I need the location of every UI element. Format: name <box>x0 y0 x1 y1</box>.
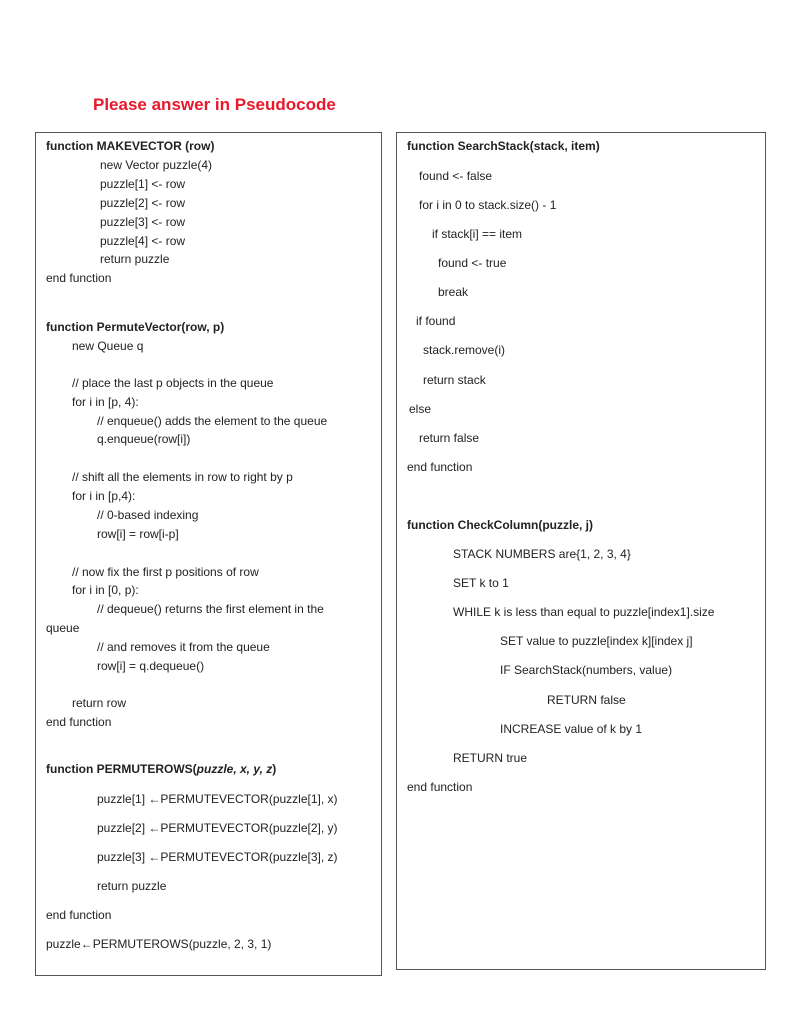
code-line: puzzle[3] <- row <box>100 215 186 229</box>
code-line: return puzzle <box>97 879 167 893</box>
code-line: q.enqueue(row[i]) <box>97 432 191 446</box>
code-comment: // dequeue() returns the first element in the <box>97 602 324 616</box>
code-line: row[i] = row[i-p] <box>97 527 179 541</box>
code-line: puzzle[2] ←PERMUTEVECTOR(puzzle[2], y) <box>97 821 338 835</box>
code-line: SET value to puzzle[index k][index j] <box>500 634 693 648</box>
code-line: new Vector puzzle(4) <box>100 158 213 172</box>
code-line: for i in [p, 4): <box>72 395 139 409</box>
code-line: if found <box>416 314 456 328</box>
code-line: INCREASE value of k by 1 <box>500 722 643 736</box>
code-line: return row <box>72 696 127 710</box>
checkcolumn-header: function CheckColumn(puzzle, j) <box>407 518 593 532</box>
code-line: if stack[i] == item <box>432 227 523 241</box>
code-line: for i in [0, p): <box>72 583 139 597</box>
makevector-header: function MAKEVECTOR (row) <box>46 139 215 153</box>
code-line: else <box>409 402 432 416</box>
searchstack-header: function SearchStack(stack, item) <box>407 139 600 153</box>
code-line: RETURN true <box>453 751 528 765</box>
code-line: puzzle[4] <- row <box>100 234 186 248</box>
page-title: Please answer in Pseudocode <box>93 95 336 114</box>
code-comment: // 0-based indexing <box>97 508 199 522</box>
searchstack-end: end function <box>407 460 473 474</box>
code-comment: queue <box>46 621 80 635</box>
left-code-panel <box>35 132 382 976</box>
code-comment: // shift all the elements in row to right by p <box>72 470 293 484</box>
code-line: new Queue q <box>72 339 144 353</box>
code-line: return false <box>419 431 480 445</box>
code-line: return stack <box>423 373 486 387</box>
code-line: puzzle[2] <- row <box>100 196 186 210</box>
permutevector-header: function PermuteVector(row, p) <box>46 320 225 334</box>
permuterows-call: puzzle←PERMUTEROWS(puzzle, 2, 3, 1) <box>46 937 272 951</box>
makevector-end: end function <box>46 271 112 285</box>
code-line: break <box>438 285 469 299</box>
code-line: RETURN false <box>547 693 626 707</box>
code-line: row[i] = q.dequeue() <box>97 659 205 673</box>
checkcolumn-end: end function <box>407 780 473 794</box>
permuterows-header: function PERMUTEROWS(puzzle, x, y, z) <box>46 762 277 776</box>
permutevector-end: end function <box>46 715 112 729</box>
code-line: for i in 0 to stack.size() - 1 <box>419 198 557 212</box>
permuterows-end: end function <box>46 908 112 922</box>
code-comment: // now fix the first p positions of row <box>72 565 259 579</box>
code-line: puzzle[1] <- row <box>100 177 186 191</box>
code-comment: // enqueue() adds the element to the queue <box>97 414 328 428</box>
code-line: stack.remove(i) <box>423 343 506 357</box>
right-code-panel <box>396 132 766 970</box>
code-comment: // place the last p objects in the queue <box>72 376 274 390</box>
code-comment: // and removes it from the queue <box>97 640 270 654</box>
code-line: puzzle[1] ←PERMUTEVECTOR(puzzle[1], x) <box>97 792 338 806</box>
code-line: puzzle[3] ←PERMUTEVECTOR(puzzle[3], z) <box>97 850 338 864</box>
code-line: found <- true <box>438 256 507 270</box>
code-line: WHILE k is less than equal to puzzle[index1].size <box>453 605 715 619</box>
code-line: SET k to 1 <box>453 576 509 590</box>
code-line: for i in [p,4): <box>72 489 136 503</box>
code-line: return puzzle <box>100 252 170 266</box>
code-line: IF SearchStack(numbers, value) <box>500 663 673 677</box>
code-line: found <- false <box>419 169 493 183</box>
code-line: STACK NUMBERS are{1, 2, 3, 4} <box>453 547 631 561</box>
